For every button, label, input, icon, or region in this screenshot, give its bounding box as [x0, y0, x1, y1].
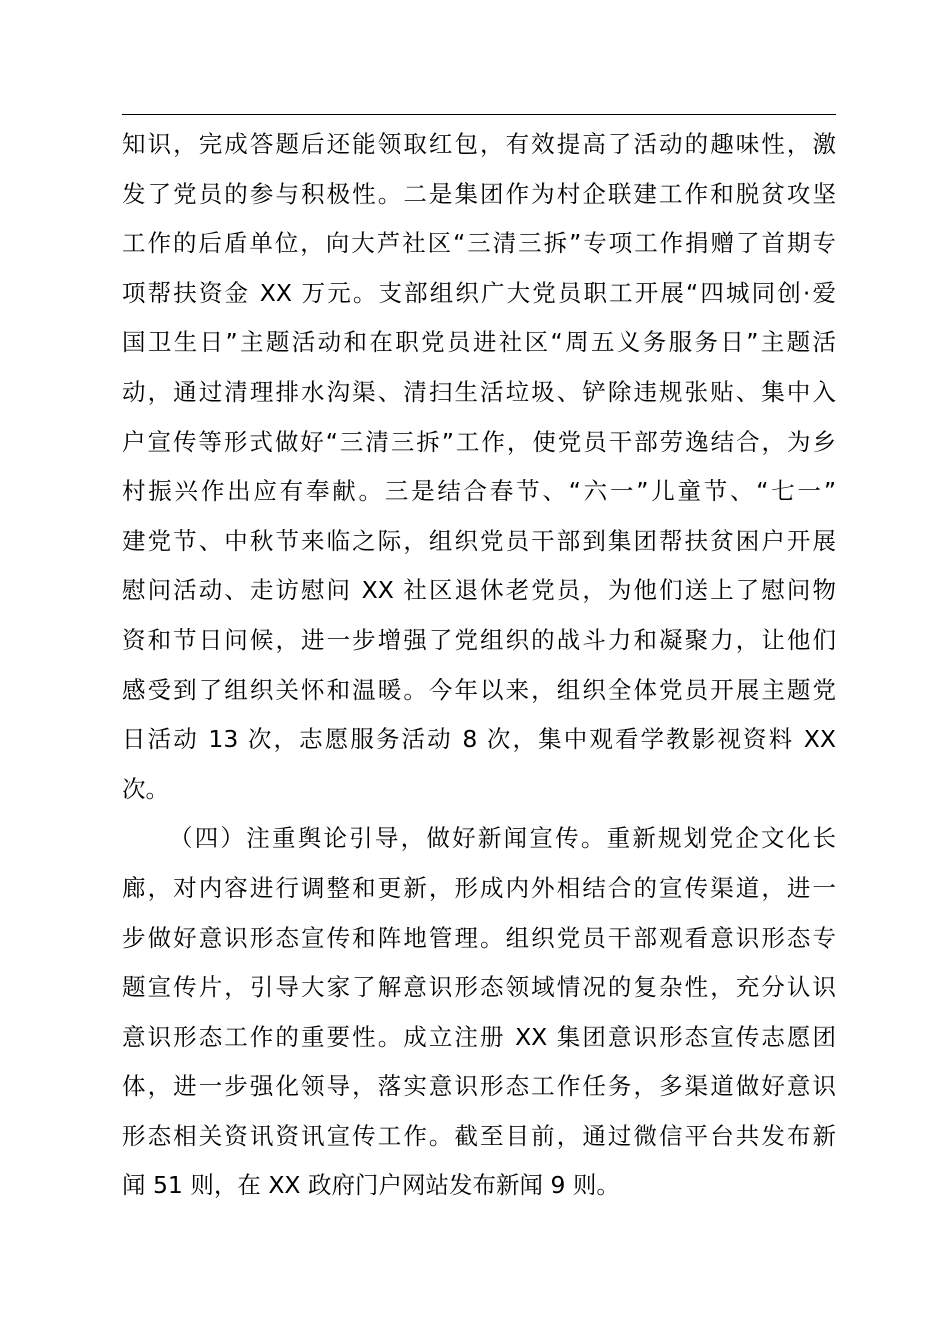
text-line: 闻 51 则，在 XX 政府门户网站发布新闻 9 则。	[122, 1171, 620, 1200]
text-line: 慰问活动、走访慰问 XX 社区退休老党员，为他们送上了慰问物	[122, 576, 836, 605]
text-line: 意识形态工作的重要性。成立注册 XX 集团意识形态宣传志愿团	[122, 1022, 836, 1051]
text-line: 形态相关资讯资讯宣传工作。截至目前，通过微信平台共发布新	[122, 1121, 836, 1150]
text-line: 村振兴作出应有奉献。三是结合春节、“六一”儿童节、“七一”	[122, 477, 836, 506]
section-heading-line: （四）注重舆论引导，做好新闻宣传。重新规划党企文化长	[169, 824, 836, 853]
text-line: 廊，对内容进行调整和更新，形成内外相结合的宣传渠道，进一	[122, 873, 836, 902]
text-line: 题宣传片，引导大家了解意识形态领域情况的复杂性，充分认识	[122, 973, 836, 1002]
text-line: 动，通过清理排水沟渠、清扫生活垃圾、铲除违规张贴、集中入	[122, 377, 836, 406]
text-line: 户宣传等形式做好“三清三拆”工作，使党员干部劳逸结合，为乡	[122, 427, 836, 456]
text-line: 知识，完成答题后还能领取红包，有效提高了活动的趣味性，激	[122, 130, 836, 158]
document-body	[122, 120, 836, 1211]
text-line: 国卫生日”主题活动和在职党员进社区“周五义务服务日”主题活	[122, 328, 836, 357]
text-line: 发了党员的参与积极性。二是集团作为村企联建工作和脱贫攻坚	[122, 179, 836, 208]
text-line: 项帮扶资金 XX 万元。支部组织广大党员职工开展“四城同创·爱	[122, 278, 836, 307]
text-line: 资和节日问候，进一步增强了党组织的战斗力和凝聚力，让他们	[122, 625, 836, 654]
text-line: 感受到了组织关怀和温暖。今年以来，组织全体党员开展主题党	[122, 675, 836, 704]
text-line: 日活动 13 次，志愿服务活动 8 次，集中观看学教影视资料 XX	[122, 725, 836, 754]
text-line: 体，进一步强化领导，落实意识形态工作任务，多渠道做好意识	[122, 1072, 836, 1101]
text-line: 工作的后盾单位，向大芦社区“三清三拆”专项工作捐赠了首期专	[122, 229, 836, 258]
text-line: 步做好意识形态宣传和阵地管理。组织党员干部观看意识形态专	[122, 923, 836, 952]
text-line: 次。	[122, 774, 169, 803]
header-rule	[122, 114, 836, 115]
text-line: 建党节、中秋节来临之际，组织党员干部到集团帮扶贫困户开展	[122, 526, 836, 555]
